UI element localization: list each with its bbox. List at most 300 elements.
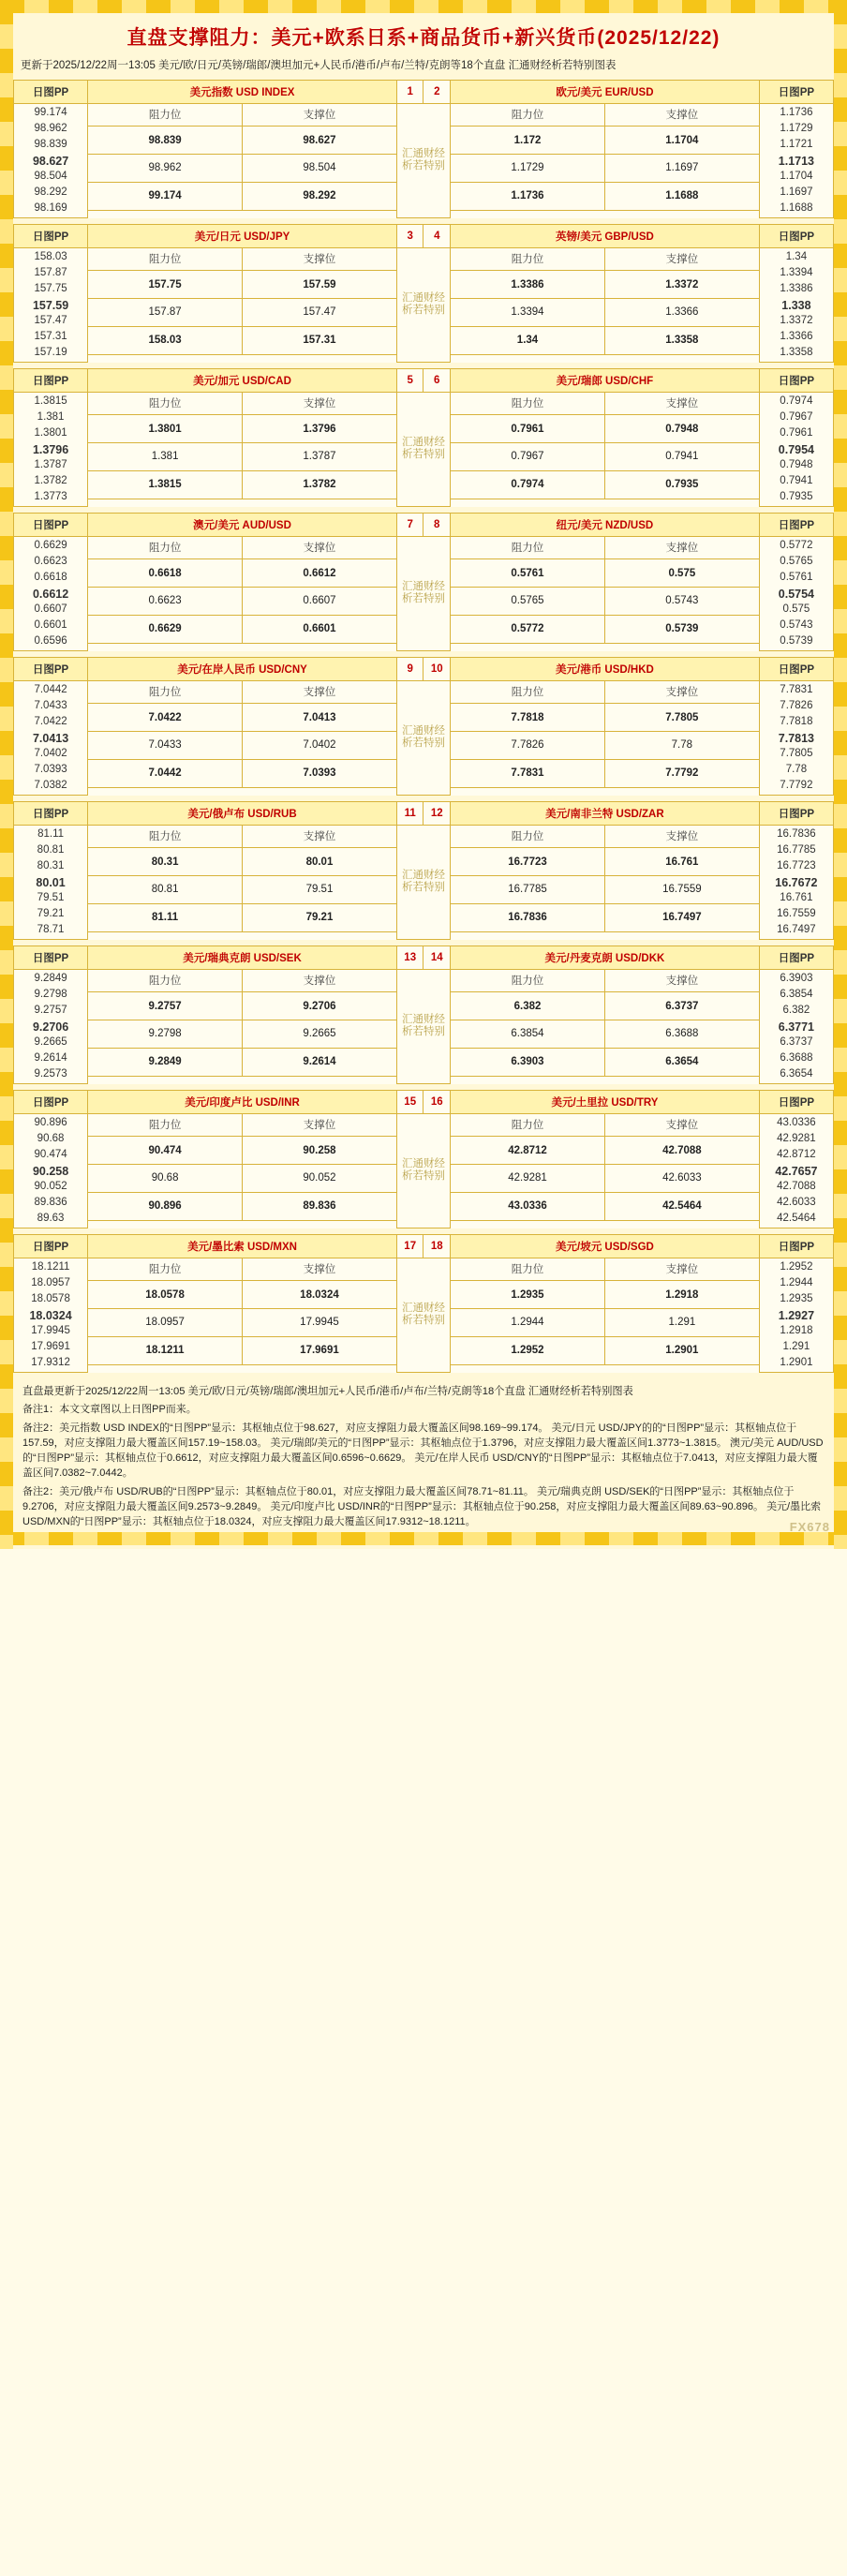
pivot-level: 1.2952 [780, 1260, 813, 1273]
resistance-value-right: 1.1736 [451, 182, 605, 210]
pair-title-right: 欧元/美元 EUR/USD [451, 80, 760, 103]
pivot-level: 18.1211 [31, 1260, 70, 1273]
index-mark-left: 3 [396, 224, 424, 247]
index-mark-left: 7 [396, 513, 424, 536]
pivot-level: 80.31 [37, 859, 65, 871]
note5-text: 澳元/美元 AUD/USD的“日图PP”显示：其枢轴点位于0.6612，对应支撑阻力最大覆盖区间0.6596~0.6629。 [22, 1437, 824, 1465]
resistance-value-left: 18.0957 [88, 1309, 243, 1337]
watermark-text: 汇通财经 析若特别 [396, 1113, 450, 1228]
pivot-level: 0.6607 [34, 603, 67, 615]
resistance-label-left: 阻力位 [88, 825, 243, 847]
pivot-level: 98.292 [34, 186, 67, 198]
resistance-value-right: 7.7826 [451, 732, 605, 760]
pivot-level: 9.2573 [34, 1067, 67, 1080]
pair-title-right: 美元/土里拉 USD/TRY [451, 1090, 760, 1113]
note-extra-label: 备注2： [22, 1486, 60, 1498]
support-value-left: 9.2614 [243, 1048, 397, 1076]
pivot-level: 157.59 [32, 298, 69, 312]
pp-levels-right [759, 1113, 833, 1228]
resistance-label-left: 阻力位 [88, 969, 243, 991]
resistance-value-left: 80.31 [88, 848, 243, 876]
pivot-level: 0.5739 [780, 634, 813, 647]
resistance-value-right: 1.2935 [451, 1281, 605, 1309]
pp-levels-right [759, 536, 833, 650]
resistance-value-right: 16.7836 [451, 903, 605, 931]
support-label-right: 支撑位 [604, 825, 759, 847]
resistance-value-right: 0.5761 [451, 559, 605, 588]
pivot-level: 42.7088 [777, 1180, 816, 1192]
pivot-level: 89.63 [37, 1212, 65, 1224]
pivot-level: 6.3654 [780, 1067, 813, 1080]
support-value-left: 1.3782 [243, 470, 397, 499]
resistance-label-left: 阻力位 [88, 680, 243, 703]
pivot-level: 0.7941 [780, 474, 813, 486]
pivot-level: 7.7831 [780, 683, 813, 695]
resistance-value-right: 1.1729 [451, 155, 605, 183]
index-mark-left: 17 [396, 1234, 424, 1258]
resistance-value-right: 0.5765 [451, 588, 605, 616]
resistance-value-left: 7.0433 [88, 732, 243, 760]
support-value-right: 7.78 [604, 732, 759, 760]
watermark-text: 汇通财经 析若特别 [396, 392, 450, 506]
resistance-label-right: 阻力位 [451, 247, 605, 270]
pivot-level: 6.3903 [780, 972, 813, 984]
pivot-level: 99.174 [34, 106, 67, 118]
support-value-right: 42.6033 [604, 1165, 759, 1193]
pivot-level: 7.7805 [780, 747, 813, 759]
support-label-left: 支撑位 [243, 680, 397, 703]
resistance-value-left: 1.381 [88, 443, 243, 471]
support-value-left: 79.21 [243, 903, 397, 931]
note4-text: 美元/瑞郎/美元的“日图PP”显示：其枢轴点位于1.3796，对应支撑阻力最大覆盖区间1.3773~1.3815。 [270, 1437, 727, 1450]
pivot-tables-container [13, 80, 834, 1373]
pp-header-right: 日图PP [759, 801, 833, 825]
pivot-level: 0.575 [782, 603, 810, 615]
support-value-right: 1.2918 [604, 1281, 759, 1309]
pivot-level: 6.382 [782, 1004, 810, 1016]
pivot-level: 1.291 [782, 1340, 810, 1352]
resistance-label-right: 阻力位 [451, 969, 605, 991]
pivot-level: 98.839 [34, 138, 67, 150]
pair-title-right: 美元/丹麦克朗 USD/DKK [451, 946, 760, 969]
pivot-level: 0.7974 [780, 395, 813, 407]
resistance-label-left: 阻力位 [88, 392, 243, 414]
pivot-level: 7.7818 [780, 715, 813, 727]
pp-levels-left [14, 536, 88, 650]
pivot-table [13, 224, 834, 363]
pp-levels-left [14, 392, 88, 506]
note8-text: 美元/瑞典克朗 USD/SEK的“日图PP”显示：其枢轴点位于9.2706，对应支撑阻力最大覆盖区间9.2573~9.2849。 [22, 1486, 795, 1513]
pivot-level: 17.9312 [31, 1356, 70, 1368]
pp-levels-right [759, 969, 833, 1083]
pp-header-right: 日图PP [759, 513, 833, 536]
pivot-level: 1.3787 [34, 458, 67, 470]
pair-title-left: 美元/加元 USD/CAD [88, 368, 397, 392]
pivot-level: 9.2665 [34, 1035, 67, 1048]
pair-title-left: 美元/俄卢布 USD/RUB [88, 801, 397, 825]
pivot-level: 1.3386 [780, 282, 813, 294]
pivot-level: 1.1736 [780, 106, 813, 118]
pivot-level: 90.68 [37, 1132, 65, 1144]
pivot-level: 90.052 [34, 1180, 67, 1192]
pivot-level: 7.78 [785, 763, 808, 775]
support-value-left: 157.59 [243, 271, 397, 299]
pivot-level: 1.1721 [780, 138, 813, 150]
pivot-level: 9.2706 [32, 1020, 69, 1034]
pivot-level: 157.19 [34, 346, 67, 358]
pivot-level: 1.3366 [780, 330, 813, 342]
pivot-level: 9.2798 [34, 988, 67, 1000]
support-label-right: 支撑位 [604, 969, 759, 991]
resistance-value-left: 98.962 [88, 155, 243, 183]
pivot-level: 0.5765 [780, 555, 813, 567]
pp-header-right: 日图PP [759, 1234, 833, 1258]
support-value-right: 16.761 [604, 848, 759, 876]
index-mark-right: 6 [424, 368, 451, 392]
note3-text: 美元/日元 USD/JPY的的“日图PP”显示：其枢轴点位于157.59，对应支撑阻力最大覆盖区间157.19~158.03。 [22, 1422, 797, 1450]
watermark-text: 汇通财经 析若特别 [396, 969, 450, 1083]
support-value-right: 0.5739 [604, 615, 759, 643]
pivot-level: 18.0324 [29, 1308, 72, 1322]
pp-levels-left [14, 1113, 88, 1228]
resistance-value-right: 1.172 [451, 127, 605, 155]
pivot-level: 9.2757 [34, 1004, 67, 1016]
support-value-right: 1.291 [604, 1309, 759, 1337]
support-value-right: 1.3372 [604, 271, 759, 299]
resistance-value-left: 80.81 [88, 876, 243, 904]
pivot-table [13, 368, 834, 507]
pivot-level: 1.1729 [780, 122, 813, 134]
watermark-text: 汇通财经 析若特别 [396, 1258, 450, 1372]
resistance-value-right: 1.2944 [451, 1309, 605, 1337]
decorative-left-border [0, 0, 13, 1549]
support-value-left: 7.0402 [243, 732, 397, 760]
support-value-left: 17.9945 [243, 1309, 397, 1337]
resistance-value-left: 0.6618 [88, 559, 243, 588]
pp-levels-left [14, 825, 88, 939]
pivot-level: 157.75 [34, 282, 67, 294]
support-value-right: 1.2901 [604, 1336, 759, 1364]
resistance-value-left: 1.3801 [88, 415, 243, 443]
pair-title-left: 美元/印度卢比 USD/INR [88, 1090, 397, 1113]
pivot-level: 1.1704 [780, 170, 813, 182]
pivot-level: 80.01 [36, 875, 66, 889]
pivot-level: 7.0402 [34, 747, 67, 759]
index-mark-left: 5 [396, 368, 424, 392]
pivot-level: 98.504 [34, 170, 67, 182]
pivot-table [13, 1234, 834, 1373]
note1-text: 本文文章图以上日图PP而来。 [59, 1404, 197, 1416]
watermark-text: 汇通财经 析若特别 [396, 247, 450, 362]
pp-header-left: 日图PP [14, 946, 88, 969]
resistance-value-left: 7.0442 [88, 759, 243, 787]
pivot-level: 16.7785 [777, 843, 816, 856]
pair-title-left: 美元/墨比索 USD/MXN [88, 1234, 397, 1258]
resistance-value-left: 99.174 [88, 182, 243, 210]
index-mark-right: 10 [424, 657, 451, 680]
pivot-level: 17.9691 [31, 1340, 70, 1352]
footer-note-2 [13, 1420, 834, 1483]
pair-title-left: 美元/日元 USD/JPY [88, 224, 397, 247]
pair-title-right: 美元/南非兰特 USD/ZAR [451, 801, 760, 825]
pivot-level: 42.7657 [775, 1164, 818, 1178]
pivot-level: 98.962 [34, 122, 67, 134]
pivot-level: 90.258 [32, 1164, 69, 1178]
support-value-right: 6.3688 [604, 1020, 759, 1049]
resistance-value-right: 16.7785 [451, 876, 605, 904]
pivot-level: 98.627 [32, 154, 69, 168]
resistance-label-right: 阻力位 [451, 825, 605, 847]
support-value-right: 1.1688 [604, 182, 759, 210]
footer-summary: 直盘最更新于2025/12/22周一13:05 美元/欧/日元/英镑/瑞郎/澳坦加元+人民币/港币/卢布/兰特/克朗等18个直盘 汇通财经析若特别图表 [22, 1385, 633, 1397]
pivot-level: 157.87 [34, 266, 67, 278]
resistance-label-left: 阻力位 [88, 103, 243, 126]
pivot-level: 1.2918 [780, 1324, 813, 1336]
resistance-value-right: 1.3386 [451, 271, 605, 299]
resistance-value-right: 16.7723 [451, 848, 605, 876]
pivot-level: 79.21 [37, 907, 65, 919]
pivot-level: 18.0578 [31, 1292, 70, 1304]
resistance-value-right: 0.5772 [451, 615, 605, 643]
pp-header-left: 日图PP [14, 368, 88, 392]
support-value-left: 98.292 [243, 182, 397, 210]
resistance-value-right: 0.7961 [451, 415, 605, 443]
pivot-level: 17.9945 [31, 1324, 70, 1336]
resistance-value-left: 9.2849 [88, 1048, 243, 1076]
support-label-left: 支撑位 [243, 536, 397, 558]
resistance-value-left: 0.6623 [88, 588, 243, 616]
pivot-level: 16.761 [780, 891, 813, 903]
pivot-level: 0.7948 [780, 458, 813, 470]
pivot-level: 89.836 [34, 1196, 67, 1208]
resistance-label-right: 阻力位 [451, 103, 605, 126]
pp-levels-right [759, 103, 833, 217]
resistance-value-left: 81.11 [88, 903, 243, 931]
pivot-level: 7.7792 [780, 779, 813, 791]
support-value-left: 89.836 [243, 1192, 397, 1220]
pivot-level: 1.1697 [780, 186, 813, 198]
pair-title-right: 美元/港币 USD/HKD [451, 657, 760, 680]
pp-header-left: 日图PP [14, 224, 88, 247]
support-value-left: 9.2706 [243, 992, 397, 1020]
decorative-right-border [834, 0, 847, 1549]
pivot-level: 7.0422 [34, 715, 67, 727]
note9-text: 美元/印度卢比 USD/INR的“日图PP”显示：其枢轴点位于90.258，对应支撑阻力最大覆盖区间89.63~90.896。 [270, 1501, 764, 1513]
support-label-right: 支撑位 [604, 1258, 759, 1280]
pair-title-left: 美元/瑞典克朗 USD/SEK [88, 946, 397, 969]
pivot-table [13, 80, 834, 218]
support-label-left: 支撑位 [243, 392, 397, 414]
pivot-level: 1.1688 [780, 201, 813, 214]
pivot-level: 1.2927 [778, 1308, 815, 1322]
pivot-level: 0.5772 [780, 539, 813, 551]
pp-header-left: 日图PP [14, 80, 88, 103]
pivot-level: 0.5754 [778, 587, 815, 601]
pivot-level: 1.1713 [778, 154, 815, 168]
pivot-level: 1.2901 [780, 1356, 813, 1368]
pivot-level: 1.3372 [780, 314, 813, 326]
pivot-level: 1.3358 [780, 346, 813, 358]
note2-text: 美元指数 USD INDEX的“日图PP”显示：其枢轴点位于98.627，对应支撑阻力最大覆盖区间98.169~99.174。 [59, 1422, 549, 1435]
watermark-text: 汇通财经 析若特别 [396, 103, 450, 217]
resistance-value-right: 6.3854 [451, 1020, 605, 1049]
pp-levels-right [759, 1258, 833, 1372]
pivot-level: 1.3782 [34, 474, 67, 486]
pivot-level: 42.6033 [777, 1196, 816, 1208]
pivot-level: 90.896 [34, 1116, 67, 1128]
support-value-right: 1.1704 [604, 127, 759, 155]
resistance-value-right: 1.3394 [451, 299, 605, 327]
support-value-left: 1.3796 [243, 415, 397, 443]
pivot-level: 1.3796 [32, 442, 69, 456]
pair-title-right: 美元/坡元 USD/SGD [451, 1234, 760, 1258]
index-mark-right: 14 [424, 946, 451, 969]
pivot-level: 7.7826 [780, 699, 813, 711]
note10-text: 美元/墨比索 USD/MXN的“日图PP”显示：其枢轴点位于18.0324，对应支撑阻力最大覆盖区间17.9312~18.1211。 [22, 1501, 822, 1528]
note7-text: 美元/俄卢布 USD/RUB的“日图PP”显示：其枢轴点位于80.01，对应支撑阻力最大覆盖区间78.71~81.11。 [59, 1486, 534, 1498]
pivot-level: 157.47 [34, 314, 67, 326]
pivot-level: 0.7967 [780, 410, 813, 423]
pivot-level: 7.0442 [34, 683, 67, 695]
resistance-value-right: 0.7967 [451, 443, 605, 471]
support-value-left: 9.2665 [243, 1020, 397, 1049]
resistance-label-right: 阻力位 [451, 536, 605, 558]
pivot-level: 16.7723 [777, 859, 816, 871]
index-mark-right: 2 [424, 80, 451, 103]
resistance-label-right: 阻力位 [451, 1258, 605, 1280]
pivot-level: 0.7961 [780, 426, 813, 439]
support-label-right: 支撑位 [604, 1113, 759, 1136]
pp-levels-left [14, 103, 88, 217]
resistance-label-right: 阻力位 [451, 1113, 605, 1136]
support-value-right: 1.3366 [604, 299, 759, 327]
pp-levels-right [759, 247, 833, 362]
support-label-right: 支撑位 [604, 103, 759, 126]
resistance-value-right: 1.2952 [451, 1336, 605, 1364]
index-mark-left: 9 [396, 657, 424, 680]
pivot-level: 81.11 [37, 827, 65, 840]
support-value-right: 0.575 [604, 559, 759, 588]
resistance-value-right: 43.0336 [451, 1192, 605, 1220]
support-value-right: 0.7941 [604, 443, 759, 471]
resistance-value-left: 7.0422 [88, 704, 243, 732]
support-value-right: 0.5743 [604, 588, 759, 616]
pp-levels-left [14, 969, 88, 1083]
support-value-left: 79.51 [243, 876, 397, 904]
pair-title-right: 美元/瑞郎 USD/CHF [451, 368, 760, 392]
pp-header-right: 日图PP [759, 224, 833, 247]
pivot-level: 0.5761 [780, 571, 813, 583]
support-value-right: 6.3737 [604, 992, 759, 1020]
index-mark-right: 16 [424, 1090, 451, 1113]
support-value-right: 6.3654 [604, 1048, 759, 1076]
support-label-left: 支撑位 [243, 1258, 397, 1280]
pp-header-left: 日图PP [14, 801, 88, 825]
support-value-left: 0.6601 [243, 615, 397, 643]
pair-title-left: 澳元/美元 AUD/USD [88, 513, 397, 536]
pivot-level: 16.7836 [777, 827, 816, 840]
support-value-left: 18.0324 [243, 1281, 397, 1309]
index-mark-left: 11 [396, 801, 424, 825]
support-label-left: 支撑位 [243, 969, 397, 991]
pivot-level: 43.0336 [777, 1116, 816, 1128]
pivot-level: 80.81 [37, 843, 65, 856]
pivot-level: 79.51 [37, 891, 65, 903]
resistance-value-left: 0.6629 [88, 615, 243, 643]
pivot-level: 0.6596 [34, 634, 67, 647]
pp-header-right: 日图PP [759, 80, 833, 103]
support-value-left: 7.0413 [243, 704, 397, 732]
pivot-level: 78.71 [37, 923, 65, 935]
pivot-table [13, 513, 834, 651]
pivot-table [13, 1090, 834, 1228]
support-value-left: 17.9691 [243, 1336, 397, 1364]
support-value-right: 1.1697 [604, 155, 759, 183]
support-value-left: 7.0393 [243, 759, 397, 787]
pp-header-right: 日图PP [759, 1090, 833, 1113]
pivot-table [13, 657, 834, 796]
resistance-label-left: 阻力位 [88, 536, 243, 558]
resistance-label-left: 阻力位 [88, 1258, 243, 1280]
pivot-level: 0.7935 [780, 490, 813, 502]
support-label-left: 支撑位 [243, 825, 397, 847]
support-value-right: 1.3358 [604, 326, 759, 354]
resistance-value-left: 90.896 [88, 1192, 243, 1220]
decorative-bottom-border [0, 1532, 847, 1545]
support-value-left: 90.258 [243, 1137, 397, 1165]
resistance-value-right: 6.3903 [451, 1048, 605, 1076]
support-value-left: 80.01 [243, 848, 397, 876]
page-subtitle: 更新于2025/12/22周一13:05 美元/欧/日元/英镑/瑞郎/澳坦加元+人民币/港币/卢布/兰特/克朗等18个直盘 汇通财经析若特别图表 [21, 60, 617, 71]
pivot-level: 7.0413 [32, 731, 69, 745]
resistance-label-left: 阻力位 [88, 247, 243, 270]
pivot-level: 0.6629 [34, 539, 67, 551]
support-value-left: 98.504 [243, 155, 397, 183]
pp-header-right: 日图PP [759, 368, 833, 392]
support-value-left: 90.052 [243, 1165, 397, 1193]
pivot-level: 9.2849 [34, 972, 67, 984]
support-value-right: 7.7805 [604, 704, 759, 732]
support-value-right: 0.7935 [604, 470, 759, 499]
pivot-level: 6.3854 [780, 988, 813, 1000]
pivot-level: 0.5743 [780, 618, 813, 631]
support-value-left: 157.47 [243, 299, 397, 327]
pivot-level: 6.3688 [780, 1051, 813, 1064]
resistance-label-right: 阻力位 [451, 392, 605, 414]
pivot-level: 1.3815 [34, 395, 67, 407]
index-mark-right: 18 [424, 1234, 451, 1258]
pivot-table [13, 946, 834, 1084]
pivot-level: 7.0393 [34, 763, 67, 775]
pivot-level: 1.381 [37, 410, 65, 423]
resistance-value-left: 157.75 [88, 271, 243, 299]
support-label-left: 支撑位 [243, 247, 397, 270]
note1-label: 备注1： [22, 1404, 60, 1416]
support-value-left: 0.6607 [243, 588, 397, 616]
pivot-level: 0.6601 [34, 618, 67, 631]
resistance-value-right: 42.9281 [451, 1165, 605, 1193]
resistance-value-left: 98.839 [88, 127, 243, 155]
pivot-level: 7.0382 [34, 779, 67, 791]
watermark-text: 汇通财经 析若特别 [396, 825, 450, 939]
resistance-value-right: 7.7831 [451, 759, 605, 787]
pivot-level: 1.34 [785, 250, 808, 262]
support-label-left: 支撑位 [243, 1113, 397, 1136]
pp-header-right: 日图PP [759, 946, 833, 969]
resistance-value-left: 90.68 [88, 1165, 243, 1193]
page-title: 直盘支撑阻力：美元+欧系日系+商品货币+新兴货币(2025/12/22) [126, 27, 721, 49]
resistance-value-left: 9.2798 [88, 1020, 243, 1049]
